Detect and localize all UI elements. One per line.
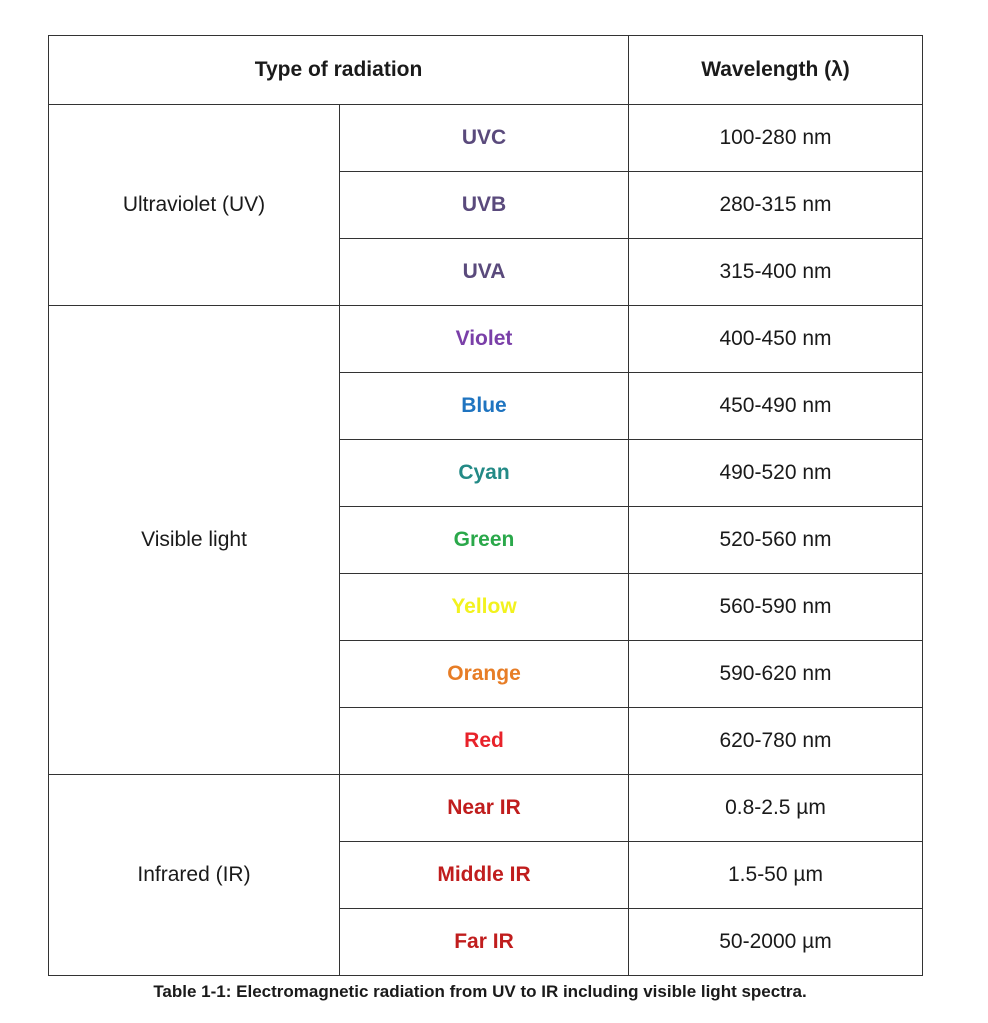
wavelength-range: 50-2000 µm [629,909,923,976]
wavelength-range: 450-490 nm [629,373,923,440]
radiation-subtype: Blue [340,373,629,440]
table-row [49,775,923,842]
radiation-subtype: UVA [340,239,629,306]
radiation-subtype: Violet [340,306,629,373]
radiation-group-name: Visible light [49,306,340,775]
wavelength-range: 1.5-50 µm [629,842,923,909]
wavelength-range: 560-590 nm [629,574,923,641]
wavelength-range: 590-620 nm [629,641,923,708]
table-row [49,306,923,373]
radiation-group-name: Ultraviolet (UV) [49,105,340,306]
header-type-of-radiation: Type of radiation [49,36,629,105]
wavelength-range: 100-280 nm [629,105,923,172]
radiation-subtype: Red [340,708,629,775]
radiation-subtype: Orange [340,641,629,708]
radiation-subtype: Cyan [340,440,629,507]
wavelength-range: 620-780 nm [629,708,923,775]
wavelength-range: 520-560 nm [629,507,923,574]
radiation-subtype: Far IR [340,909,629,976]
radiation-subtype: Near IR [340,775,629,842]
wavelength-range: 400-450 nm [629,306,923,373]
wavelength-range: 490-520 nm [629,440,923,507]
radiation-subtype: Yellow [340,574,629,641]
table-row [49,105,923,172]
header-wavelength: Wavelength (λ) [629,36,923,105]
radiation-subtype: UVC [340,105,629,172]
radiation-subtype: Middle IR [340,842,629,909]
radiation-table-body [49,36,923,976]
wavelength-range: 315-400 nm [629,239,923,306]
header-row [49,36,923,105]
radiation-table [48,35,923,976]
radiation-subtype: Green [340,507,629,574]
wavelength-range: 0.8-2.5 µm [629,775,923,842]
wavelength-range: 280-315 nm [629,172,923,239]
radiation-subtype: UVB [340,172,629,239]
radiation-group-name: Infrared (IR) [49,775,340,976]
table-caption: Table 1-1: Electromagnetic radiation from UV to IR including visible light spectra. [153,982,807,1001]
